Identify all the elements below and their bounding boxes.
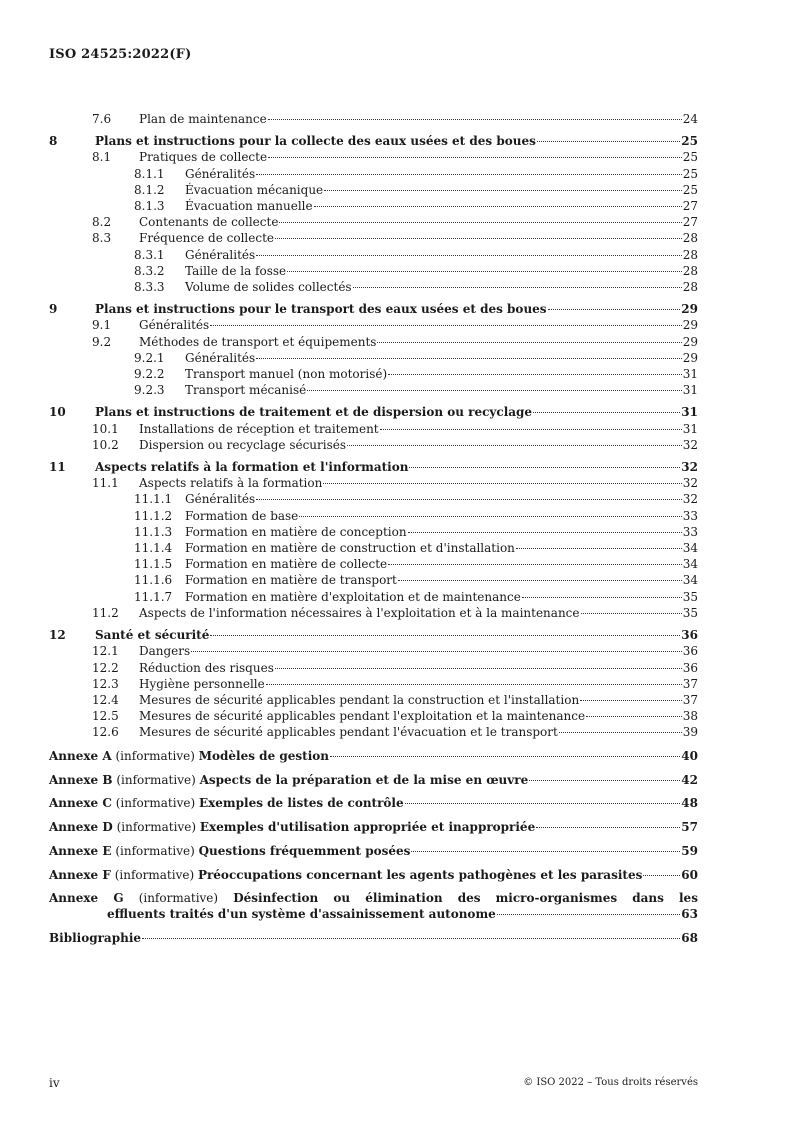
- toc-entry-number: 12.4: [92, 692, 119, 707]
- toc-entry[interactable]: [49, 475, 698, 491]
- dot-leader: [287, 271, 682, 272]
- annex-title: Exemples d'utilisation appropriée et inappropriée: [199, 820, 536, 835]
- toc-entry-page: 31: [682, 421, 698, 436]
- dot-leader: [275, 238, 682, 239]
- toc-entry-number: 11.1.5: [134, 557, 173, 572]
- dot-leader: [405, 803, 681, 804]
- annex-g-word: micro-organismes: [495, 891, 618, 906]
- toc-entry-number: 8.3.2: [134, 263, 165, 278]
- toc-entry[interactable]: [49, 198, 698, 214]
- dot-leader: [643, 875, 680, 876]
- dot-leader: [537, 141, 680, 142]
- toc-entry-page: 31: [682, 367, 698, 382]
- toc-entry-title: Généralités: [185, 492, 256, 507]
- table-of-contents: [49, 111, 698, 946]
- toc-entry-number: 8.3: [92, 231, 112, 246]
- toc-entry-page: 28: [682, 263, 698, 278]
- annex-entry-line: [49, 795, 698, 811]
- toc-entry[interactable]: [49, 524, 698, 540]
- toc-entry-page: 28: [682, 231, 698, 246]
- annex-g-word: Désinfection: [233, 891, 319, 906]
- annex-title: Exemples de listes de contrôle: [198, 796, 404, 811]
- toc-entry-page: 27: [682, 215, 698, 230]
- toc-entry-title: Évacuation manuelle: [185, 199, 313, 214]
- annex-label: Annexe E: [49, 843, 112, 858]
- dot-leader: [210, 635, 680, 636]
- toc-entry-number: 11.1: [92, 476, 119, 491]
- annex-label: Annexe F: [49, 867, 111, 882]
- annex-label: Annexe A: [49, 749, 112, 764]
- toc-entry-page: 35: [682, 589, 698, 604]
- toc-entry-title: Plan de maintenance: [139, 112, 267, 126]
- toc-entry-page: 36: [682, 644, 698, 659]
- toc-entry-number: 8: [49, 134, 58, 149]
- toc-entry-title: Mesures de sécurité applicables pendant l'évacuation et le transport: [139, 725, 558, 740]
- annex-g-word: Annexe: [49, 891, 99, 906]
- bibliography-title: Bibliographie: [49, 931, 142, 946]
- toc-entry-title: Généralités: [185, 350, 256, 365]
- bibliography-page: 68: [681, 931, 698, 946]
- toc-entry-number: 8.1.1: [134, 166, 165, 181]
- dot-leader: [377, 342, 681, 343]
- toc-entry-title: Formation en matière de collecte: [185, 557, 388, 572]
- toc-entry-page: 27: [682, 199, 698, 214]
- toc-entry[interactable]: [49, 437, 698, 453]
- annex-type: (informative): [115, 749, 195, 764]
- toc-entry-title: Dispersion ou recyclage sécurisés: [139, 437, 347, 452]
- toc-entry-number: 7.6: [92, 112, 112, 126]
- annex-title: Questions fréquemment posées: [198, 843, 411, 858]
- annex-entry[interactable]: [49, 819, 698, 835]
- toc-entry-title: Fréquence de collecte: [139, 231, 275, 246]
- toc-entry-number: 10.2: [92, 437, 119, 452]
- toc-entry-title: Transport mécanisé: [185, 383, 307, 398]
- dot-leader: [388, 374, 682, 375]
- toc-entry-title: Plans et instructions de traitement et de dispersion ou recyclage: [95, 405, 533, 420]
- bibliography-entry[interactable]: [49, 930, 698, 946]
- dot-leader: [256, 255, 682, 256]
- annex-page: 60: [681, 867, 698, 882]
- toc-entry-number: 8.3.1: [134, 247, 165, 262]
- toc-entry-title: Généralités: [139, 318, 210, 333]
- toc-entry[interactable]: [49, 404, 698, 420]
- annex-label: Annexe D: [49, 820, 113, 835]
- annex-type: (informative): [114, 867, 195, 882]
- annex-g-word: des: [457, 891, 481, 906]
- annex-title: Modèles de gestion: [198, 749, 329, 764]
- toc-entry-title: Généralités: [185, 166, 256, 181]
- toc-entry-page: 36: [682, 660, 698, 675]
- annex-entry-line: [49, 748, 698, 764]
- toc-entry[interactable]: [49, 350, 698, 366]
- toc-entry[interactable]: [49, 627, 698, 643]
- toc-entry-title: Formation en matière de conception: [185, 524, 407, 539]
- toc-entry-title: Réduction des risques: [139, 660, 274, 675]
- toc-entry-number: 8.1.2: [134, 182, 165, 197]
- toc-entry-title: Dangers: [139, 644, 191, 659]
- toc-entry-title: Volume de solides collectés: [185, 280, 352, 295]
- dot-leader: [388, 564, 682, 565]
- toc-entry[interactable]: [49, 540, 698, 556]
- toc-entry-page: 32: [682, 476, 698, 491]
- toc-entry-page: 37: [682, 692, 698, 707]
- toc-entry-page: 28: [682, 247, 698, 262]
- dot-leader: [266, 684, 682, 685]
- toc-entry-title: Mesures de sécurité applicables pendant la construction et l'installation: [139, 692, 580, 707]
- toc-entry-title: Plans et instructions pour la collecte des eaux usées et des boues: [95, 134, 536, 149]
- dot-leader: [275, 668, 682, 669]
- dot-leader: [516, 548, 682, 549]
- toc-entry-title: Formation en matière d'exploitation et de maintenance: [185, 589, 521, 604]
- annex-entry-line: [49, 772, 698, 788]
- bibliography-line: [49, 930, 698, 946]
- toc-entry-page: 31: [682, 383, 698, 398]
- annex-entry[interactable]: [49, 748, 698, 764]
- toc-entry-title: Transport manuel (non motorisé): [185, 367, 388, 382]
- toc-entry-number: 12.5: [92, 709, 119, 724]
- dot-leader: [307, 390, 681, 391]
- toc-entry[interactable]: [49, 279, 698, 295]
- dot-leader: [529, 780, 680, 781]
- annex-entry-line: [49, 843, 698, 859]
- toc-entry-number: 9: [49, 302, 58, 317]
- annex-entry[interactable]: [49, 772, 698, 788]
- toc-entry-page: 29: [682, 350, 698, 365]
- toc-entry-page: 37: [682, 676, 698, 691]
- toc-entry-number: 11.2: [92, 605, 119, 620]
- toc-entry-page: 25: [681, 134, 698, 149]
- toc-entry-number: 12.2: [92, 660, 119, 675]
- toc-entry[interactable]: [49, 556, 698, 572]
- dot-leader: [324, 190, 682, 191]
- toc-entry-title: Aspects relatifs à la formation: [139, 476, 323, 491]
- toc-entry-title: Installations de réception et traitement: [139, 421, 379, 436]
- annex-g-second-line: [49, 906, 698, 922]
- toc-entry-title: Hygiène personnelle: [139, 676, 265, 691]
- dot-leader: [398, 580, 682, 581]
- dot-leader: [323, 483, 681, 484]
- toc-entry-title: Taille de la fosse: [185, 263, 287, 278]
- toc-entry[interactable]: [49, 166, 698, 182]
- dot-leader: [409, 467, 680, 468]
- toc-entry-page: 29: [681, 302, 698, 317]
- dot-leader: [314, 206, 682, 207]
- dot-leader: [580, 700, 682, 701]
- toc-entry[interactable]: [49, 149, 698, 165]
- annex-entry[interactable]: [49, 890, 698, 922]
- toc-entry-page: 34: [682, 573, 698, 588]
- toc-entry-number: 8.1.3: [134, 199, 165, 214]
- annex-g-word: dans: [632, 891, 664, 906]
- dot-leader: [279, 222, 681, 223]
- toc-entry-page: 24: [682, 112, 698, 126]
- annex-entry-line: [49, 867, 698, 883]
- toc-entry-page: 36: [681, 628, 698, 643]
- toc-entry-number: 11.1.2: [134, 508, 173, 523]
- toc-entry-page: 31: [681, 405, 698, 420]
- copyright-notice: © ISO 2022 – Tous droits réservés: [523, 1077, 698, 1088]
- toc-entry-title: Aspects relatifs à la formation et l'information: [95, 460, 409, 475]
- toc-entry-number: 11.1.1: [134, 492, 173, 507]
- annex-label: Annexe C: [49, 796, 112, 811]
- toc-entry-page: 32: [682, 437, 698, 452]
- toc-entry-page: 25: [682, 150, 698, 165]
- toc-entry-title: Plans et instructions pour le transport des eaux usées et des boues: [95, 302, 547, 317]
- dot-leader: [536, 827, 680, 828]
- toc-entry-number: 8.2: [92, 215, 112, 230]
- dot-leader: [268, 157, 682, 158]
- dot-leader: [353, 287, 682, 288]
- toc-entry-page: 29: [682, 318, 698, 333]
- annex-type: (informative): [116, 772, 196, 787]
- toc-entry-number: 11: [49, 460, 66, 475]
- toc-entry-number: 9.2.3: [134, 383, 165, 398]
- dot-leader: [268, 119, 682, 120]
- annex-g-word: G: [113, 891, 124, 906]
- toc-entry-number: 10.1: [92, 421, 119, 436]
- toc-entry[interactable]: [49, 459, 698, 475]
- toc-entry-title: Formation en matière de transport: [185, 573, 397, 588]
- annex-g-word: ou: [333, 891, 351, 906]
- dot-leader: [411, 851, 680, 852]
- toc-entry[interactable]: [49, 421, 698, 437]
- toc-entry-number: 9.2: [92, 334, 112, 349]
- annex-type: (informative): [115, 843, 195, 858]
- toc-entry[interactable]: [49, 301, 698, 317]
- dot-leader: [256, 358, 682, 359]
- annex-page: 57: [681, 820, 698, 835]
- toc-entry-page: 32: [681, 460, 698, 475]
- toc-entry-page: 34: [682, 557, 698, 572]
- toc-entry-title: Santé et sécurité: [95, 628, 210, 643]
- toc-entry[interactable]: [49, 589, 698, 605]
- toc-entry[interactable]: [49, 247, 698, 263]
- toc-entry[interactable]: [49, 724, 698, 740]
- toc-entry-page: 25: [682, 166, 698, 181]
- annex-page: 40: [681, 749, 698, 764]
- toc-entry-number: 12: [49, 628, 66, 643]
- annex-entry[interactable]: [49, 795, 698, 811]
- dot-leader: [559, 732, 682, 733]
- toc-entry-number: 11.1.6: [134, 573, 173, 588]
- annex-g-first-line: [49, 890, 698, 906]
- dot-leader: [586, 716, 682, 717]
- dot-leader: [210, 325, 682, 326]
- toc-entry-title: Évacuation mécanique: [185, 182, 324, 197]
- toc-entry[interactable]: [49, 214, 698, 230]
- toc-entry-number: 12.6: [92, 725, 119, 740]
- dot-leader: [256, 499, 682, 500]
- annex-title: Aspects de la préparation et de la mise en œuvre: [199, 772, 529, 787]
- toc-entry-page: 34: [682, 541, 698, 556]
- toc-entry-title: Contenants de collecte: [139, 215, 279, 230]
- toc-entry-page: 33: [682, 524, 698, 539]
- annex-g-word: élimination: [365, 891, 443, 906]
- toc-entry[interactable]: [49, 676, 698, 692]
- toc-entry-number: 9.2.1: [134, 350, 165, 365]
- toc-entry-page: 33: [682, 508, 698, 523]
- toc-entry[interactable]: [49, 572, 698, 588]
- toc-entry-page: 32: [682, 492, 698, 507]
- toc-entry-page: 39: [682, 725, 698, 740]
- toc-entry[interactable]: [49, 508, 698, 524]
- annex-entry-line: [49, 819, 698, 835]
- annex-page: 48: [681, 796, 698, 811]
- toc-entry[interactable]: [49, 382, 698, 398]
- annex-page: 59: [681, 843, 698, 858]
- toc-entry-number: 12.3: [92, 676, 119, 691]
- annex-entry[interactable]: [49, 843, 698, 859]
- dot-leader: [533, 412, 680, 413]
- toc-entry-page: 38: [682, 709, 698, 724]
- annex-title: effluents traités d'un système d'assainissement autonome: [107, 907, 496, 922]
- toc-entry-number: 10: [49, 405, 66, 420]
- toc-entry-number: 11.1.3: [134, 524, 173, 539]
- annex-type: (informative): [115, 796, 196, 811]
- toc-entry[interactable]: [49, 660, 698, 676]
- toc-entry[interactable]: [49, 491, 698, 507]
- toc-entry[interactable]: [49, 366, 698, 382]
- dot-leader: [299, 516, 681, 517]
- toc-entry-title: Méthodes de transport et équipements: [139, 334, 377, 349]
- toc-entry-title: Formation de base: [185, 508, 299, 523]
- annex-type: (informative): [116, 820, 197, 835]
- toc-entry-title: Généralités: [185, 247, 256, 262]
- dot-leader: [347, 445, 682, 446]
- dot-leader: [497, 914, 681, 915]
- dot-leader: [330, 756, 680, 757]
- toc-entry[interactable]: [49, 708, 698, 724]
- toc-entry-title: Aspects de l'information nécessaires à l'exploitation et à la maintenance: [139, 605, 580, 620]
- annex-label: Annexe B: [49, 772, 113, 787]
- toc-entry-title: Formation en matière de construction et d'installation: [185, 541, 515, 556]
- toc-entry[interactable]: [49, 111, 698, 127]
- dot-leader: [191, 651, 682, 652]
- toc-entry-page: 25: [682, 182, 698, 197]
- annex-entry[interactable]: [49, 867, 698, 883]
- toc-entry[interactable]: [49, 692, 698, 708]
- toc-entry[interactable]: [49, 182, 698, 198]
- dot-leader: [408, 532, 682, 533]
- toc-entry-number: 11.1.4: [134, 541, 173, 556]
- toc-entry-number: 11.1.7: [134, 589, 173, 604]
- annex-g-word: (informative): [138, 891, 219, 906]
- toc-entry[interactable]: [49, 605, 698, 621]
- document-id: ISO 24525:2022(F): [49, 47, 192, 62]
- annex-page: 63: [681, 907, 698, 922]
- annex-g-word: les: [679, 891, 698, 906]
- toc-entry-page: 28: [682, 280, 698, 295]
- toc-entry-number: 12.1: [92, 644, 119, 659]
- dot-leader: [142, 938, 680, 939]
- toc-entry[interactable]: [49, 334, 698, 350]
- dot-leader: [581, 613, 682, 614]
- toc-entry[interactable]: [49, 133, 698, 149]
- toc-entry-page: 29: [682, 334, 698, 349]
- dot-leader: [548, 309, 681, 310]
- dot-leader: [380, 429, 682, 430]
- dot-leader: [256, 174, 682, 175]
- toc-entry-number: 9.2.2: [134, 367, 165, 382]
- toc-entry[interactable]: [49, 230, 698, 246]
- toc-entry-number: 9.1: [92, 318, 112, 333]
- toc-entry-number: 8.1: [92, 150, 112, 165]
- dot-leader: [522, 597, 682, 598]
- toc-entry-title: Mesures de sécurité applicables pendant l'exploitation et la maintenance: [139, 709, 586, 724]
- toc-entry-page: 35: [682, 605, 698, 620]
- annex-page: 42: [681, 772, 698, 787]
- annex-title: Préoccupations concernant les agents pathogènes et les parasites: [197, 867, 643, 882]
- toc-entry[interactable]: [49, 317, 698, 333]
- toc-entry-number: 8.3.3: [134, 280, 165, 295]
- toc-entry[interactable]: [49, 643, 698, 659]
- toc-entry-title: Pratiques de collecte: [139, 150, 268, 165]
- toc-entry[interactable]: [49, 263, 698, 279]
- page-number: iv: [49, 1076, 60, 1090]
